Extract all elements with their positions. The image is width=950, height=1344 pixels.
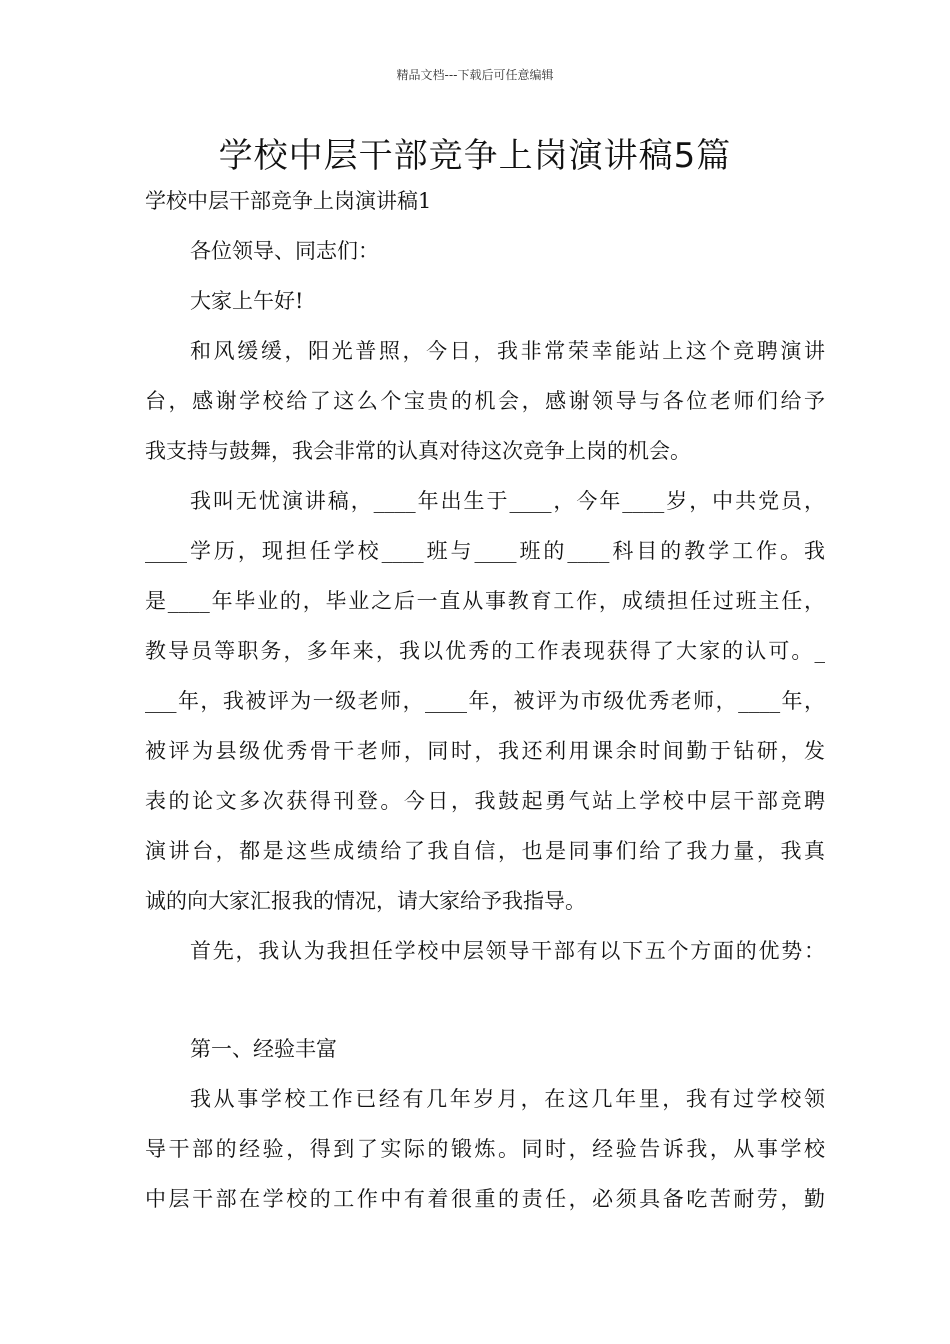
subtitle-line: 学校中层干部竞争上岗演讲稿1 [145,189,432,213]
paragraph-line: 首先，我认为我担任学校中层领导干部有以下五个方面的优势： [190,939,825,963]
paragraph-line: ___年，我被评为一级老师，____年，被评为市级优秀老师，____年， [145,689,825,713]
paragraph-line: 是____年毕业的，毕业之后一直从事教育工作，成绩担任过班主任， [145,589,825,613]
paragraph-line: ____学历，现担任学校____班与____班的____科目的教学工作。我 [145,539,825,563]
paragraph-line: 我支持与鼓舞，我会非常的认真对待这次竞争上岗的机会。 [145,439,691,463]
section-heading: 第一、经验丰富 [190,1037,337,1061]
paragraph-line: 导干部的经验，得到了实际的锻炼。同时，经验告诉我，从事学校 [145,1137,825,1161]
greeting-line: 大家上午好! [190,289,304,313]
paragraph-line: 表的论文多次获得刊登。今日，我鼓起勇气站上学校中层干部竞聘 [145,789,825,813]
paragraph-line: 中层干部在学校的工作中有着很重的责任，必须具备吃苦耐劳，勤 [145,1187,825,1211]
paragraph-line: 我从事学校工作已经有几年岁月，在这几年里，我有过学校领 [190,1087,825,1111]
paragraph-line: 我叫无忧演讲稿，____年出生于____，今年____岁，中共党员， [190,489,825,513]
greeting-line: 各位领导、同志们： [190,239,379,263]
paragraph-line: 诚的向大家汇报我的情况，请大家给予我指导。 [145,889,586,913]
paragraph-line: 被评为县级优秀骨干老师，同时，我还利用课余时间勤于钻研，发 [145,739,825,763]
paragraph-line: 演讲台，都是这些成绩给了我自信，也是同事们给了我力量，我真 [145,839,825,863]
paragraph-line: 和风缓缓，阳光普照，今日，我非常荣幸能站上这个竞聘演讲 [190,339,825,363]
paragraph-line: 台，感谢学校给了这么个宝贵的机会，感谢领导与各位老师们给予 [145,389,825,413]
document-title: 学校中层干部竞争上岗演讲稿5篇 [218,136,732,176]
paragraph-line: 教导员等职务，多年来，我以优秀的工作表现获得了大家的认可。_ [145,639,825,663]
header-note: 精品文档---下载后可任意编辑 [396,68,554,82]
